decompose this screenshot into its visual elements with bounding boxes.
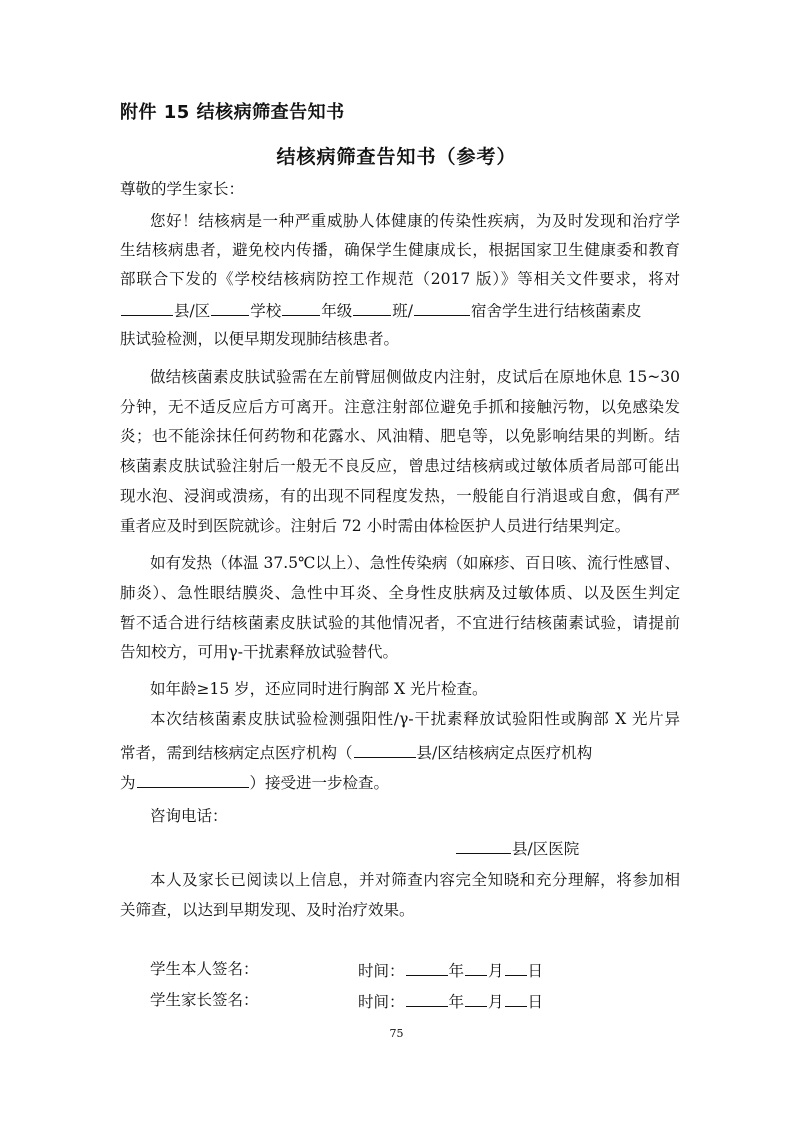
- time-label: 时间：: [358, 993, 405, 1011]
- parent-signature-label: 学生家长签名：: [150, 991, 259, 1009]
- time-label: 时间：: [358, 962, 405, 980]
- paragraph-2-line-6: 重者应及时到医院就诊。注射后 72 小时需由体检医护人员进行结果判定。: [120, 517, 631, 535]
- parent-signature-date: [358, 989, 543, 1013]
- paragraph-5-line-2: [120, 740, 680, 764]
- paragraph-1-line-5: 肤试验检测，以便早期发现肺结核患者。: [120, 330, 400, 348]
- grade-blank[interactable]: [282, 298, 320, 316]
- month-label: 月: [488, 962, 504, 980]
- referral-lead-text: 常者，需到结核病定点医疗机构（: [120, 744, 353, 762]
- document-title: 结核病筛查告知书（参考）: [276, 146, 517, 168]
- referral-institution-blank[interactable]: [137, 770, 249, 788]
- hospital-line: [455, 836, 685, 860]
- parent-year-blank[interactable]: [406, 989, 448, 1007]
- referral-end-text: ）接受进一步检查。: [249, 774, 390, 792]
- page-number: 75: [389, 1027, 404, 1040]
- paragraph-4: 如年龄≥15 岁，还应同时进行胸部 X 光片检查。: [150, 680, 488, 698]
- school-blank[interactable]: [211, 298, 249, 316]
- parent-day-blank[interactable]: [505, 989, 527, 1007]
- parent-month-blank[interactable]: [465, 989, 487, 1007]
- class-label: 班/: [392, 302, 413, 320]
- paragraph-1-line-1: 您好！结核病是一种严重威胁人体健康的传染性疾病，为及时发现和治疗学: [150, 212, 680, 230]
- class-blank[interactable]: [353, 298, 391, 316]
- day-label: 日: [527, 962, 544, 980]
- month-label: 月: [488, 993, 504, 1011]
- dorm-blank[interactable]: [414, 298, 470, 316]
- dorm-label: 宿舍学生进行结核菌素皮: [471, 302, 642, 320]
- grade-label: 年级: [321, 302, 353, 320]
- annex-heading: 附件 15 结核病筛查告知书: [120, 102, 345, 123]
- day-label: 日: [527, 993, 544, 1011]
- paragraph-5-line-3: [120, 770, 680, 794]
- paragraph-2-line-3: 炎；也不能涂抹任何药物和花露水、风油精、肥皂等，以免影响结果的判断。结: [120, 427, 680, 445]
- paragraph-5-line-1: 本次结核菌素皮肤试验检测强阳性/γ-干扰素释放试验阳性或胸部 X 光片异: [150, 710, 680, 728]
- paragraph-6-line-2: 关筛查，以达到早期发现、及时治疗效果。: [120, 901, 415, 919]
- paragraph-2-line-2: 分钟，无不适反应后方可离开。注意注射部位避免手抓和接触污物，以免感染发: [120, 398, 680, 416]
- consult-phone-label: 咨询电话：: [150, 807, 228, 825]
- student-day-blank[interactable]: [505, 958, 527, 976]
- paragraph-3-line-3: 暂不适合进行结核菌素皮肤试验的其他情况者，不宜进行结核菌素试验，请提前: [120, 614, 680, 632]
- referral-county-blank[interactable]: [354, 740, 416, 758]
- paragraph-3-line-4: 告知校方，可用γ-干扰素释放试验替代。: [120, 643, 399, 661]
- paragraph-1-line-4: [120, 298, 680, 322]
- hospital-suffix: 县/区医院: [512, 840, 580, 858]
- county-blank[interactable]: [121, 298, 173, 316]
- student-signature-date: [358, 958, 543, 982]
- referral-for-text: 为: [120, 774, 136, 792]
- year-label: 年: [448, 962, 465, 980]
- student-month-blank[interactable]: [465, 958, 487, 976]
- salutation: 尊敬的学生家长：: [120, 180, 245, 198]
- county-label: 县/区: [174, 302, 211, 320]
- student-year-blank[interactable]: [406, 958, 448, 976]
- hospital-county-blank[interactable]: [456, 836, 511, 854]
- school-label: 学校: [250, 302, 282, 320]
- paragraph-2-line-1: 做结核菌素皮肤试验需在左前臂屈侧做皮内注射，皮试后在原地休息 15~30: [150, 368, 680, 386]
- paragraph-3-line-2: 肺炎）、急性眼结膜炎、急性中耳炎、全身性皮肤病及过敏体质、以及医生判定: [120, 584, 680, 602]
- referral-tail-text: 县/区结核病定点医疗机构: [416, 744, 593, 762]
- student-signature-label: 学生本人签名：: [150, 960, 259, 978]
- paragraph-2-line-4: 核菌素皮肤试验注射后一般无不良反应，曾患过结核病或过敏体质者局部可能出: [120, 457, 680, 475]
- paragraph-1-line-3: 部联合下发的《学校结核病防控工作规范（2017 版）》等相关文件要求，将对: [120, 270, 680, 288]
- paragraph-3-line-1: 如有发热（体温 37.5℃以上）、急性传染病（如麻疹、百日咳、流行性感冒、: [150, 554, 680, 572]
- paragraph-6-line-1: 本人及家长已阅读以上信息，并对筛查内容完全知晓和充分理解，将参加相: [150, 871, 680, 889]
- paragraph-2-line-5: 现水泡、浸润或溃疡，有的出现不同程度发热，一般能自行消退或自愈，偶有严: [120, 487, 680, 505]
- paragraph-1-line-2: 生结核病患者，避免校内传播，确保学生健康成长，根据国家卫生健康委和教育: [120, 241, 680, 259]
- year-label: 年: [448, 993, 465, 1011]
